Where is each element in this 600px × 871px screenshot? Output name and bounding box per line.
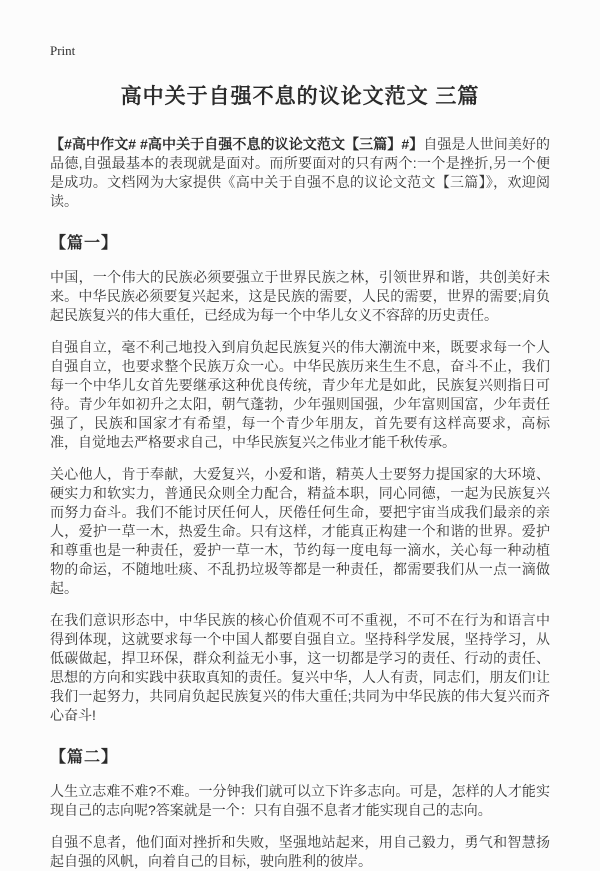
intro-tag-prefix: 【#高中作文# #高中关于自强不息的议论文范文【三篇】#】 <box>50 136 424 152</box>
page-title: 高中关于自强不息的议论文范文 三篇 <box>120 85 480 108</box>
section-heading-2: 【篇二】 <box>50 749 119 766</box>
paragraph: 关心他人，肯于奉献，大爱复兴，小爱和谐，精英人士要努力提国家的大环境、硬实力和软实力，普通民众则全力配合，精益本职，同心同德，一起为民族复兴而努力奋斗。我们不能讨厌任何人，厌倦任何生命，要把宇宙当成我们最亲的亲人，爱护一草一木，热爱生命。只有这样，才能真正构建一个和谐的世界。爱护和尊重也是一种责任，爱护一草一木，节约每一度电每一滴水，关心每一种动植物的命运，不随地吐痰、不乱扔垃圾等都是一种责任，都需要我们从一点一滴做起。 <box>50 466 550 596</box>
section-heading-1: 【篇一】 <box>50 235 119 252</box>
print-button[interactable]: Print <box>50 43 76 58</box>
paragraph: 中国，一个伟大的民族必须要强立于世界民族之林，引领世界和谐，共创美好未来。中华民族必须要复兴起来，这是民族的需要，人民的需要，世界的需要;肩负起民族复兴的伟大重任，已经成为每一个中华儿女义不容辞的历史责任。 <box>50 269 550 323</box>
paragraph: 人生立志难不难?不难。一分钟我们就可以立下许多志向。可是，怎样的人才能实现自己的志向呢?答案就是一个：只有自强不息者才能实现自己的志向。 <box>50 783 550 818</box>
paragraph: 自强不息者，他们面对挫折和失败，坚强地站起来，用自己毅力，勇气和智慧扬起自强的风帆，向着自己的目标，驶向胜利的彼岸。 <box>50 834 550 869</box>
paragraph: 自强自立，毫不利己地投入到肩负起民族复兴的伟大潮流中来，既要求每一个人自强自立，也要求整个民族万众一心。中华民族历来生生不息，奋斗不止，我们每一个中华儿女首先要继承这种优良传统，青少年尤是如此，民族复兴则指日可待。青少年如初升之太阳，朝气蓬勃，少年强则国强，少年富则国富，少年责任强了，民族和国家才有希望，每一个青少年朋友，首先要有这样高要求，高标准，自觉地去严格要求自己，中华民族复兴之伟业才能千秋传承。 <box>50 339 550 450</box>
paragraph: 在我们意识形态中，中华民族的核心价值观不可不重视，不可不在行为和语言中得到体现，这就要求每一个中国人都要自强自立。坚持科学发展，坚持学习，从低碳做起，捍卫环保，群众利益无小事，这一切都是学习的责任、行动的责任、思想的方向和实践中获取真知的责任。复兴中华，人人有责，同志们，朋友们!让我们一起努力，共同肩负起民族复兴的伟大重任;共同为中华民族的伟大复兴而齐心奋斗! <box>50 612 550 723</box>
intro-text: 自强是人世间美好的品德,自强最基本的表现就是面对。而所要面对的只有两个:一个是挫折,另一个便是成功。文档网为大家提供《高中关于自强不息的议论文范文【三篇】》，欢迎阅读。 <box>50 136 550 209</box>
intro-paragraph <box>50 135 550 211</box>
